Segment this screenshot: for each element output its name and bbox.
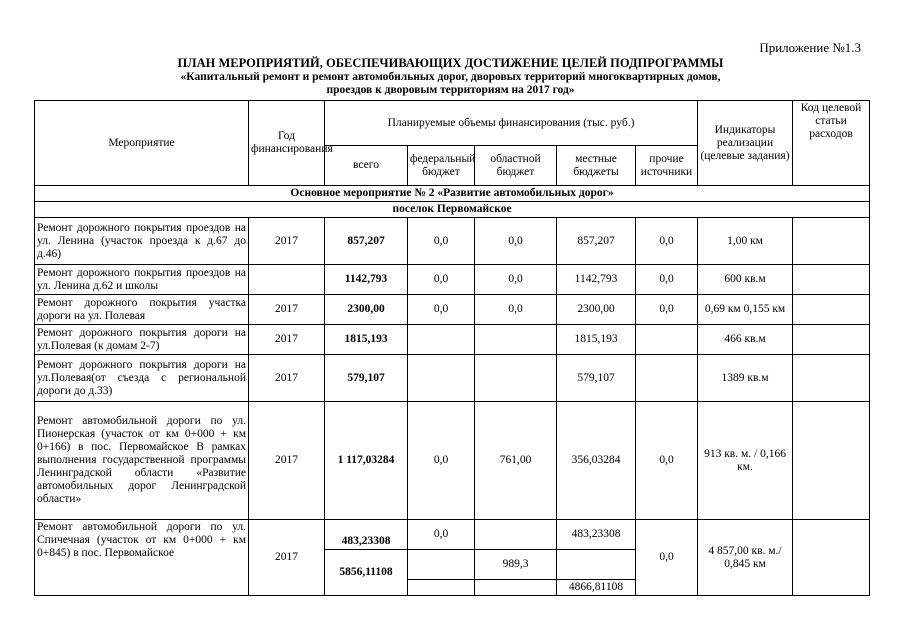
row-event: Ремонт дорожного покрытия проездов на ул. Ленина (участок проезда к д.67 до д.46) [35,218,249,265]
row-other: 0,0 [636,295,698,325]
row-year: 2017 [249,520,325,596]
row-other: 0,0 [636,402,698,520]
row-year: 2017 [249,355,325,402]
table-row [35,355,870,402]
header-total: всего [325,146,408,186]
row-federal-empty [408,550,475,580]
plan-table [34,100,870,596]
table-row [35,325,870,355]
table-row [35,520,870,550]
section-main: Основное мероприятие № 2 «Развитие автомобильных дорог» [35,186,870,202]
subtitle-line-2: проездов к дворовым территориям на 2017 год» [326,84,575,96]
row-local-a: 483,23308 [557,520,636,550]
appendix-label: Приложение №1.3 [759,40,861,55]
row-event: Ремонт дорожного покрытия проездов на ул. Ленина д.62 и школы [35,265,249,295]
subtitle-line-1: «Капитальный ремонт и ремонт автомобильных дорог, дворовых территорий многоквартирных домов, [180,71,721,83]
header-planned: Планируемые объемы финансирования (тыс. руб.) [325,101,698,146]
row-event: Ремонт дорожного покрытия дороги на ул.Полевая (к домам 2-7) [35,325,249,355]
row-code [793,218,870,265]
row-federal: 0,0 [408,218,475,265]
row-year: 2017 [249,325,325,355]
row-other [636,325,698,355]
row-indicator: 0,69 км 0,155 км [698,295,793,325]
row-indicator: 4 857,00 кв. м./ 0,845 км [698,520,793,596]
row-total: 1 117,03284 [325,402,408,520]
row-total-b: 5856,11108 [325,550,408,596]
row-regional: 0,0 [475,295,557,325]
row-regional: 989,3 [475,550,557,580]
row-total-a: 483,23308 [325,520,408,550]
row-code [793,402,870,520]
page-title: ПЛАН МЕРОПРИЯТИЙ, ОБЕСПЕЧИВАЮЩИХ ДОСТИЖЕНИЕ ЦЕЛЕЙ ПОДПРОГРАММЫ [177,56,724,70]
row-other: 0,0 [636,265,698,295]
row-indicator: 1,00 км [698,218,793,265]
row-total: 1815,193 [325,325,408,355]
header-year: Год финансирования [249,101,325,186]
row-federal: 0,0 [408,402,475,520]
row-local-b: 4866,81108 [557,580,636,596]
row-local: 579,107 [557,355,636,402]
header-code: Код целевой статьи расходов [793,101,870,186]
table-row [35,402,870,520]
row-indicator: 1389 кв.м [698,355,793,402]
row-other [636,355,698,402]
row-other: 0,0 [636,218,698,265]
row-federal-empty [408,580,475,596]
header-local: местные бюджеты [557,146,636,186]
row-regional [475,325,557,355]
row-regional-empty [475,580,557,596]
row-federal: 0,0 [408,265,475,295]
row-event: Ремонт автомобильной дороги по ул. Пионерская (участок от км 0+000 + км 0+166) в пос. Первомайское В рамках выполнения государственной программы Ленинградской области «Развитие автомобильных дорог Ленинградской области» [35,402,249,520]
row-total: 857,207 [325,218,408,265]
header-other: прочие источники [636,146,698,186]
row-year: 2017 [249,402,325,520]
row-other: 0,0 [636,520,698,596]
row-local: 2300,00 [557,295,636,325]
row-regional-empty [475,520,557,550]
header-indicators: Индикаторы реализации (целевые задания) [698,101,793,186]
row-total: 579,107 [325,355,408,402]
row-federal [408,325,475,355]
row-regional: 0,0 [475,265,557,295]
row-code [793,295,870,325]
row-code [793,520,870,596]
header-event: Мероприятие [35,101,249,186]
row-regional [475,355,557,402]
row-code [793,325,870,355]
row-local: 356,03284 [557,402,636,520]
section-sub: поселок Первомайское [35,202,870,218]
row-federal: 0,0 [408,520,475,550]
row-local: 1142,793 [557,265,636,295]
row-regional: 761,00 [475,402,557,520]
row-code [793,265,870,295]
header-federal: федеральный бюджет [408,146,475,186]
table-row [35,295,870,325]
row-local-empty [557,550,636,580]
row-federal [408,355,475,402]
row-event: Ремонт дорожного покрытия участка дороги на ул. Полевая [35,295,249,325]
row-event: Ремонт автомобильной дороги по ул. Спичечная (участок от км 0+000 + км 0+845) в пос. Первомайское [35,520,249,596]
table-row [35,265,870,295]
row-indicator: 913 кв. м. / 0,166 км. [698,402,793,520]
title-block [0,56,901,97]
row-year: 2017 [249,218,325,265]
row-local: 1815,193 [557,325,636,355]
row-regional: 0,0 [475,218,557,265]
row-total: 1142,793 [325,265,408,295]
row-total: 2300,00 [325,295,408,325]
row-federal: 0,0 [408,295,475,325]
row-indicator: 600 кв.м [698,265,793,295]
row-local: 857,207 [557,218,636,265]
row-indicator: 466 кв.м [698,325,793,355]
table-row [35,218,870,265]
row-year: 2017 [249,295,325,325]
row-code [793,355,870,402]
header-regional: областной бюджет [475,146,557,186]
row-event: Ремонт дорожного покрытия дороги на ул.Полевая(от съезда с региональной дороги до д.33) [35,355,249,402]
row-year [249,265,325,295]
